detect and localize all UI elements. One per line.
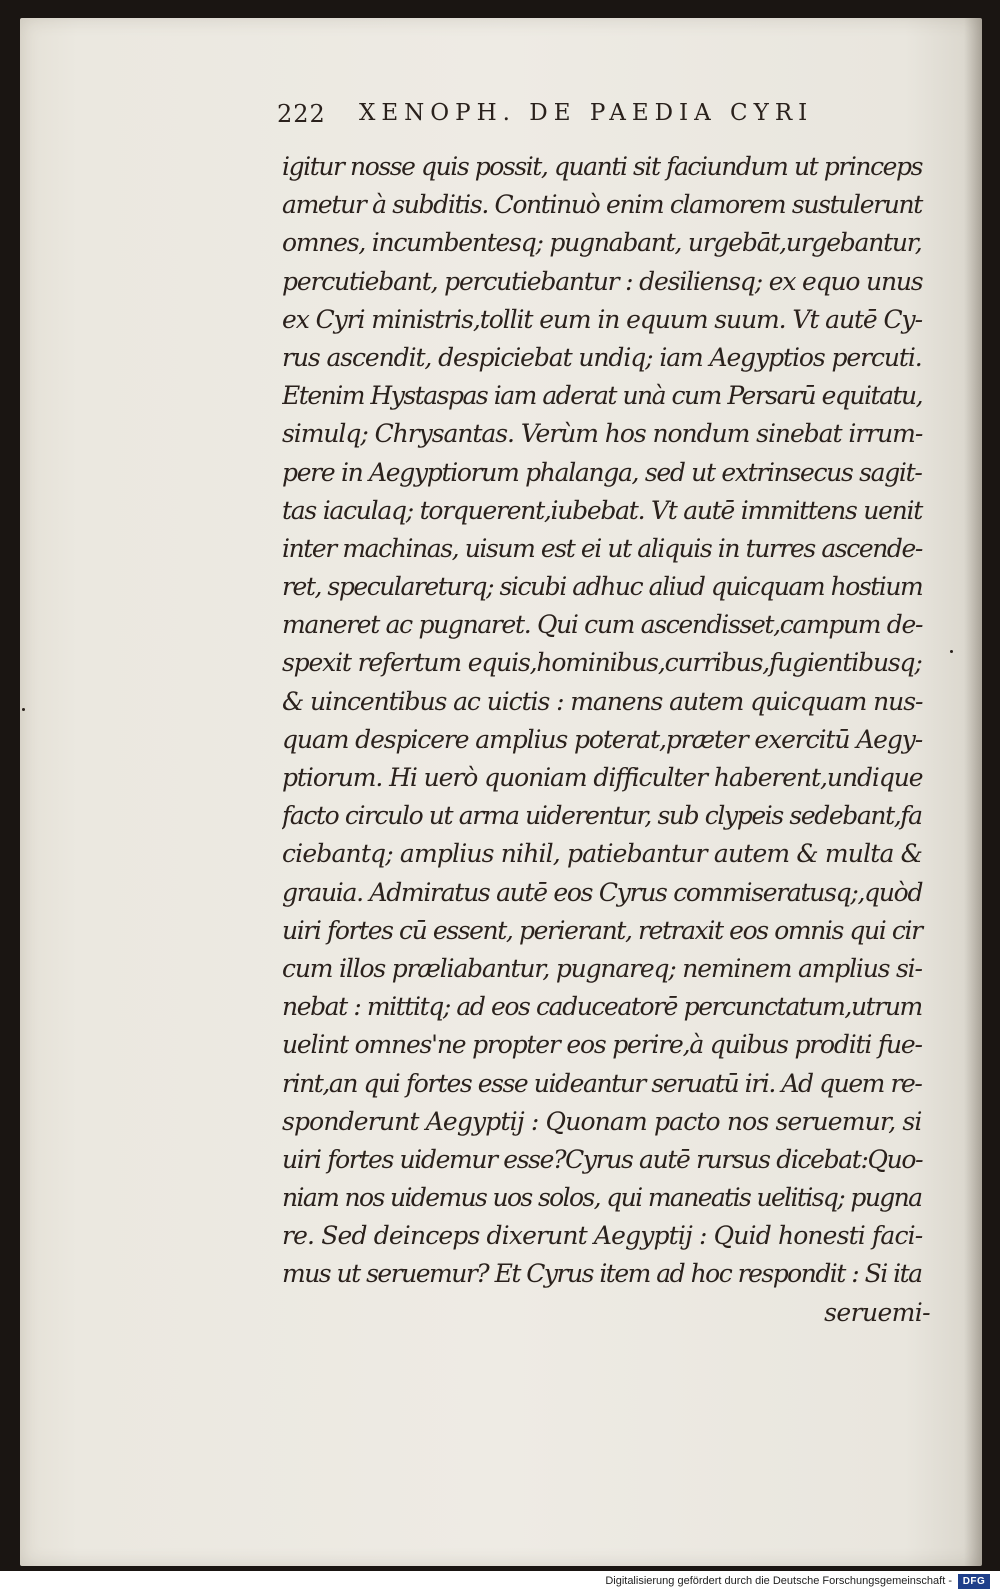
text-line: seruemi-	[824, 1297, 930, 1327]
text-line: rint,an qui fortes esse uideantur seruatū iri. Ad quem re-	[282, 1068, 922, 1098]
running-head	[277, 96, 897, 132]
text-line: tas iaculaq; torquerent,iubebat. Vt autē immittens uenit	[282, 495, 923, 525]
text-line: uelint omnes'ne propter eos perire,à quibus proditi fue-	[282, 1030, 922, 1060]
ink-speck	[950, 650, 953, 653]
text-line: uiri fortes uidemur esse?Cyrus autē rursus dicebat:Quo-	[282, 1144, 923, 1174]
text-line: mus ut seruemur? Et Cyrus item ad hoc respondit : Si ita	[282, 1259, 922, 1289]
text-line: ret, speculareturq; sicubi adhuc aliud quicquam hostium	[282, 572, 923, 602]
text-line: sponderunt Aegyptij : Quonam pacto nos seruemur, si	[282, 1106, 922, 1136]
digitization-footer	[0, 1571, 1000, 1595]
text-line: niam nos uidemus uos solos, qui maneatis uelitisq; pugna	[282, 1183, 922, 1213]
text-line: omnes, incumbentesq; pugnabant, urgebāt,urgebantur,	[282, 228, 922, 258]
text-line: facto circulo ut arma uiderentur, sub clypeis sedebant,fa	[282, 801, 922, 831]
text-line: cum illos præliabantur, pugnareq; neminem amplius si-	[282, 953, 922, 983]
text-line: spexit refertum equis,hominibus,curribus,fugientibusq;	[282, 648, 922, 678]
text-line: ciebantq; amplius nihil, patiebantur autem & multa &	[282, 839, 923, 869]
text-line: rus ascendit, despiciebat undiq; iam Aegyptios percuti.	[282, 342, 922, 372]
text-line: ptiorum. Hi uerò quoniam difficulter haberent,undique	[282, 763, 923, 792]
text-line: uiri fortes cū essent, perierant, retraxit eos omnis qui cir	[282, 915, 922, 945]
text-line: pere in Aegyptiorum phalanga, sed ut extrinsecus sagit-	[282, 457, 922, 487]
text-line: & uincentibus ac uictis : manens autem quicquam nus-	[282, 686, 923, 716]
text-line: ametur à subditis. Continuò enim clamorem sustulerunt	[282, 190, 923, 220]
text-line: re. Sed deinceps dixerunt Aegyptij : Quid honesti faci-	[282, 1221, 923, 1251]
funding-notice: Digitalisierung gefördert durch die Deutsche Forschungsgemeinschaft -	[605, 1575, 952, 1587]
ink-speck	[22, 708, 25, 711]
page-gutter-shadow	[964, 18, 982, 1566]
running-title: XENOPH. DE PAEDIA CYRI	[359, 100, 814, 126]
text-line: percutiebant, percutiebantur : desiliensq; ex equo unus	[282, 266, 923, 296]
text-line: grauia. Admiratus autē eos Cyrus commiseratusq;,quòd	[282, 877, 923, 907]
text-line: quam despicere amplius poterat,præter exercitū Aegy-	[282, 724, 923, 754]
text-line: maneret ac pugnaret. Qui cum ascendisset,campum de-	[282, 610, 923, 640]
body-text	[282, 148, 942, 1332]
text-line: Etenim Hystaspas iam aderat unà cum Persarū equitatu,	[282, 381, 923, 411]
text-line: igitur nosse quis possit, quanti sit faciundum ut princeps	[282, 152, 922, 181]
page-number: 222	[277, 100, 326, 128]
text-line: ex Cyri ministris,tollit eum in equum suum. Vt autē Cy-	[282, 304, 922, 334]
text-line: nebat : mittitq; ad eos caduceatorē percunctatum,utrum	[282, 992, 922, 1022]
dfg-logo: DFG	[958, 1574, 990, 1589]
text-line: simulq; Chrysantas. Verùm hos nondum sinebat irrum-	[282, 419, 923, 449]
text-line: inter machinas, uisum est ei ut aliquis in turres ascende-	[282, 533, 922, 563]
